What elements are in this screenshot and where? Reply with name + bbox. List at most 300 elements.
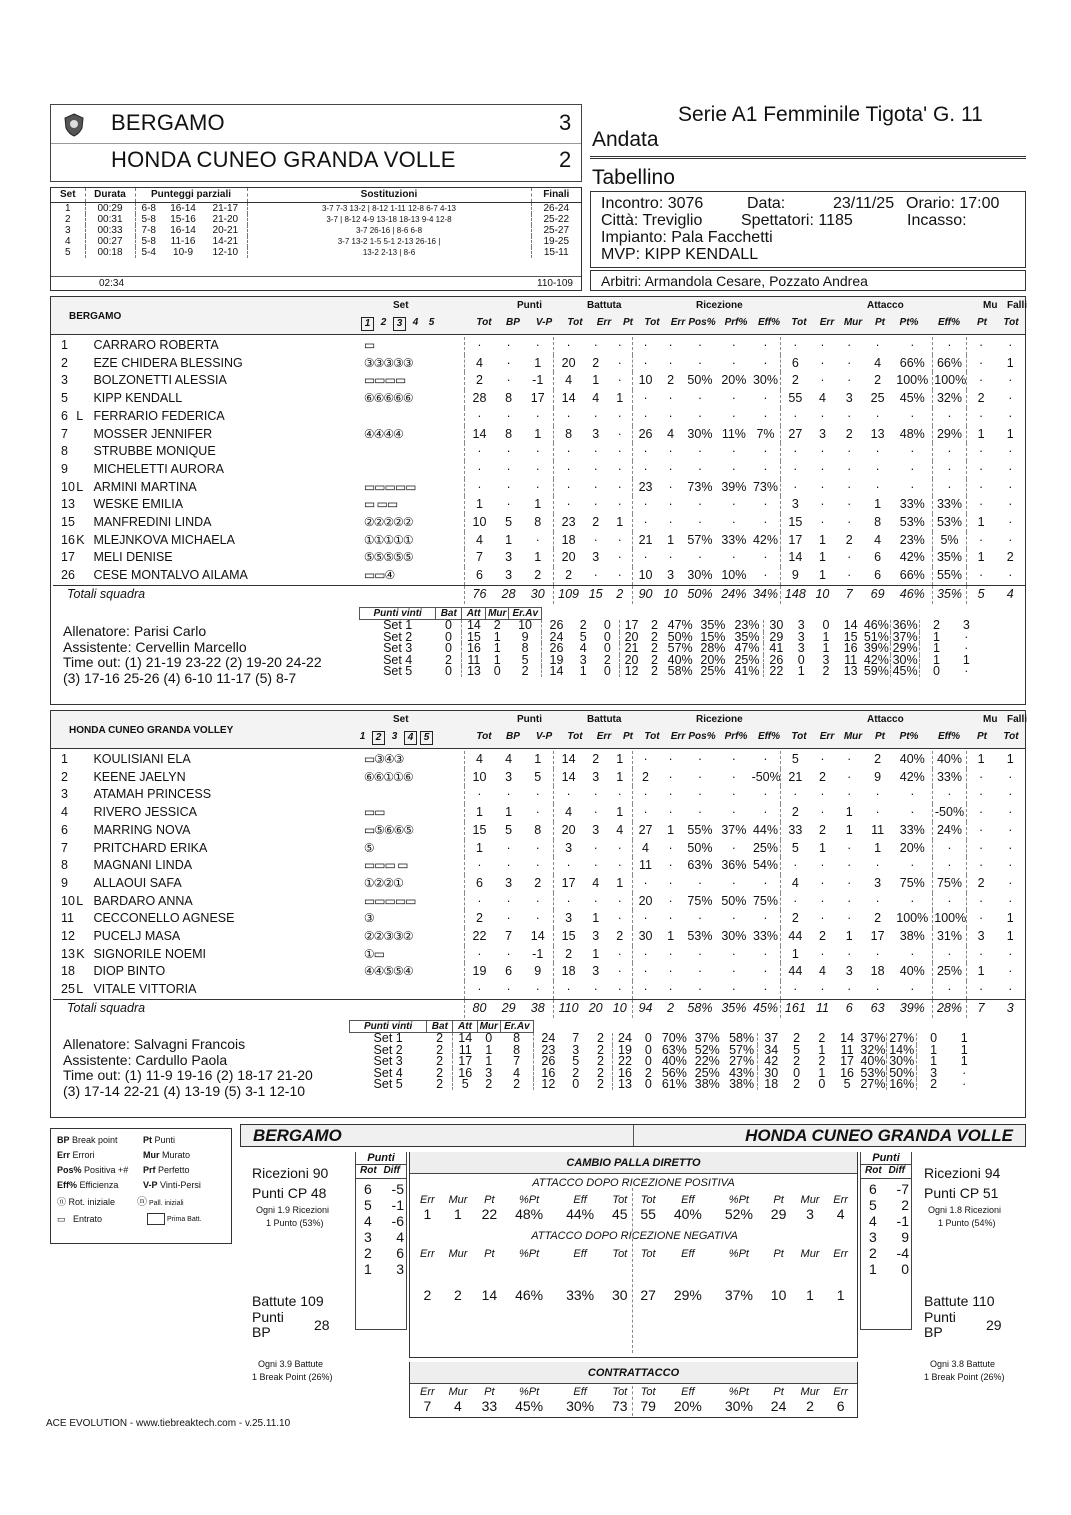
set-stat-value: 0	[644, 1077, 652, 1092]
stat-bp: 3	[505, 568, 513, 583]
home-hdr-sub-13: Mur	[843, 317, 863, 328]
set-stat-value: 0	[822, 618, 830, 633]
rotation-diff: 6	[396, 1245, 404, 1261]
home-rot-title: Punti	[356, 1152, 406, 1165]
stat-pos-pct: ·	[697, 787, 703, 802]
away-bp-bat: 1 Break Point (26%)	[924, 1372, 1005, 1382]
player-number: 16	[61, 532, 75, 547]
stat-eff-pct: ·	[933, 408, 966, 426]
away-hdr-sub-17: Pt	[977, 731, 987, 742]
stat-tot: 23	[553, 514, 583, 532]
stat-prf-pct: ·	[731, 982, 736, 997]
set-stat-value: 2	[596, 1077, 604, 1092]
away-ogni-bat: Ogni 3.8 Battute	[930, 1359, 996, 1369]
set-stat-value: 25%	[694, 1065, 720, 1080]
stat-tot: 17	[553, 875, 583, 893]
home-staff	[63, 624, 322, 686]
home-hdr-setnum-2: 2	[380, 317, 387, 328]
player-number: 2	[61, 355, 68, 370]
stat-err: 1	[667, 532, 675, 547]
rotation-number: 3	[869, 1229, 877, 1245]
stat-prf-pct: 36%	[721, 858, 747, 873]
stat-err: ·	[668, 805, 673, 820]
stat-err: ·	[820, 752, 825, 766]
stat-bp: ·	[506, 444, 511, 459]
stat-err: 4	[592, 391, 600, 406]
set-stat-value: 58%	[667, 664, 693, 679]
partial-1: 5-4	[141, 246, 156, 258]
player-name: KEENE JAELYN	[93, 769, 186, 784]
stat-pos-pct: ·	[697, 391, 703, 406]
set-stat-value: 2	[793, 1077, 801, 1092]
set-stat-value: 32%	[860, 1042, 886, 1057]
stat-v-p: ·	[535, 787, 540, 802]
set-stat-value: 17	[619, 620, 643, 632]
set-stat-value: 3	[797, 618, 805, 633]
set-stat-value: 5	[793, 1042, 801, 1057]
stat-tot: 6	[781, 355, 809, 373]
set-stat-value: 2	[793, 1031, 801, 1046]
legend-row-2	[57, 1148, 95, 1163]
stat-pt: 8	[874, 515, 882, 530]
player-row	[53, 963, 1025, 981]
cp-positive-value-4: 44%	[566, 1206, 595, 1222]
stat-pt: 1	[874, 497, 882, 512]
stat-bp: ·	[506, 982, 511, 997]
set-stat-value: 1	[818, 1042, 826, 1057]
set-stat-value: 5	[453, 1079, 477, 1090]
stat-tot: ·	[464, 981, 494, 999]
player-role	[75, 496, 89, 514]
stat-prf-pct: ·	[731, 752, 736, 766]
stat-tot: ·	[632, 981, 658, 999]
stat-bp: ·	[506, 461, 511, 476]
stat-pt: ·	[966, 946, 995, 964]
partial-2: 15-16	[170, 213, 196, 225]
stat-mur: 3	[845, 964, 853, 979]
rot-circle-icon: ⓝ	[57, 1197, 67, 1207]
stat-mur: 2	[845, 426, 853, 441]
set-stat-value: 1	[485, 1054, 493, 1069]
stat-eff-pct: 33%	[752, 929, 779, 944]
ct-box	[409, 1362, 858, 1418]
totals-row	[53, 585, 1025, 603]
cp-positive-value-10: 3	[806, 1206, 814, 1222]
legend-row-4b	[143, 1178, 201, 1193]
cp-positive-col-8: %Pt	[728, 1194, 749, 1206]
player-row	[53, 337, 1025, 355]
away-hdr-sub-9: Prf%	[724, 731, 748, 742]
player-name: VITALE VITTORIA	[93, 982, 197, 997]
stat-prf-pct: ·	[731, 946, 736, 961]
stat-tot: ·	[464, 337, 494, 355]
stat-mur: 3	[845, 391, 853, 406]
stat-eff-pct: ·	[763, 391, 768, 406]
set-stat-value: 61%	[661, 1077, 687, 1092]
set-hdr-0: Punti vinti	[350, 1021, 427, 1033]
stat-eff-pct: -50%	[933, 804, 966, 822]
stat-err: 3	[592, 964, 600, 979]
home-hdr-sub-7: Err	[670, 317, 686, 328]
stat-v-p: 1	[534, 355, 542, 370]
cp-negative-col-2: Pt	[484, 1248, 495, 1260]
set-stat-value: 1	[917, 1045, 951, 1056]
stat-pos-pct: 75%	[687, 893, 713, 908]
player-set-rotations: ④④⑤⑤④	[363, 963, 464, 981]
stat-pt: 1	[616, 875, 624, 890]
legend-eff-text: Efficienza	[79, 1180, 119, 1190]
stat-tot: 1	[464, 804, 494, 822]
legend-row-5b	[137, 1195, 184, 1211]
cp-positive-col-2: Pt	[484, 1194, 495, 1206]
stat-eff-pct: ·	[763, 338, 768, 352]
stat-err: ·	[593, 461, 598, 476]
legend-mur: Mur	[143, 1150, 160, 1160]
stat-tot: ·	[1008, 964, 1013, 979]
stat-pt: ·	[875, 858, 880, 873]
home-hdr-sub-11: Tot	[791, 317, 807, 328]
counterattack-value-10: 2	[806, 1398, 814, 1414]
col-sostituzioni: Sostituzioni	[247, 188, 531, 202]
rotation-number: 2	[364, 1245, 372, 1261]
player-role	[75, 443, 89, 461]
home-hdr-setnum-4: 4	[412, 317, 419, 328]
cp-negative-value-3: 46%	[515, 1287, 544, 1303]
player-role	[75, 390, 89, 408]
player-name: PRITCHARD ERIKA	[93, 840, 208, 855]
player-name: MAGNANI LINDA	[93, 858, 193, 873]
away-hdr-sub-16: Eff%	[937, 731, 961, 742]
stat-pt-pct: 42%	[899, 769, 925, 784]
stat-eff-pct: ·	[933, 443, 966, 461]
match-number: Incontro: 3076	[601, 195, 704, 212]
set-stat-value: 1	[797, 664, 805, 679]
cp-positive-col-11: Err	[833, 1194, 848, 1206]
set-stat-value: 0	[793, 1065, 801, 1080]
away-hdr-setnum-5: 5	[420, 731, 433, 745]
rotation-row	[861, 1197, 911, 1213]
stat-pt-pct: 38%	[899, 929, 925, 944]
stat-tot: 1	[781, 946, 809, 964]
away-hdr-sub-4: Err	[596, 731, 612, 742]
player-name: BARDARO ANNA	[93, 893, 193, 908]
stat-err: ·	[820, 497, 825, 512]
set-stat-value: 2	[436, 1054, 444, 1069]
stat-err: ·	[668, 752, 673, 766]
stat-pos-pct: 55%	[687, 822, 713, 837]
set-stat-value: 27%	[729, 1054, 755, 1069]
rotation-row	[861, 1181, 911, 1197]
stat-pt-pct: 40%	[899, 752, 925, 766]
player-row	[53, 549, 1025, 567]
stat-err: ·	[820, 461, 825, 476]
cp-negative-value-4: 33%	[566, 1287, 595, 1303]
set-stat-value: 0	[603, 664, 611, 679]
stat-pt-pct: ·	[910, 444, 915, 459]
stat-eff-pct: ·	[763, 752, 768, 766]
set-stat-value: 30	[763, 620, 789, 632]
player-row	[53, 355, 1025, 373]
stat-err: 3	[592, 822, 600, 837]
stat-eff-pct: ·	[933, 946, 966, 964]
stat-mur: 1	[845, 822, 853, 837]
set-stat-value: 3	[797, 641, 805, 656]
set-number: 1	[51, 202, 85, 214]
stat-pos-pct: ·	[697, 769, 703, 784]
set-stat-value: 2	[579, 618, 587, 633]
set-stat-value: 3	[572, 1042, 580, 1057]
player-set-rotations: ③③③③③	[363, 355, 464, 373]
stat-tot: 26	[632, 426, 658, 444]
set-stat-value: 2	[651, 652, 658, 667]
stat-prf-pct: ·	[731, 911, 736, 926]
stat-pt: 1	[966, 549, 995, 567]
cp-negative-value-6: 27	[640, 1287, 656, 1303]
stat-err: 3	[592, 550, 600, 565]
set-stat-value: 17	[453, 1056, 477, 1067]
player-number: 9	[61, 875, 68, 890]
stat-v-p: 1	[534, 550, 542, 565]
stat-pt: 9	[874, 769, 882, 784]
rotation-row	[861, 1245, 911, 1261]
col-set: Set	[51, 188, 85, 202]
counterattack-value-5: 73	[612, 1398, 628, 1414]
set-stat-value: 0	[644, 1054, 652, 1069]
stat-err: ·	[593, 893, 598, 908]
cp-negative-value-1: 2	[454, 1287, 462, 1303]
stat-bp: 1	[505, 532, 513, 547]
set-stat-value: 2	[651, 641, 658, 656]
legend-err: Err	[57, 1150, 71, 1160]
stat-tot: 2	[464, 372, 494, 390]
stat-v-p: 2	[534, 568, 542, 583]
stat-eff-pct: ·	[763, 497, 768, 512]
rotation-number: 5	[364, 1197, 372, 1213]
player-row	[53, 496, 1025, 514]
away-hdr-set: Set	[393, 714, 409, 725]
player-number: 7	[61, 426, 68, 441]
cp-positive-value-9: 29	[770, 1206, 787, 1222]
player-number: 18	[61, 964, 75, 979]
stat-pt-pct: 100%	[896, 373, 929, 388]
set-stat-value: 24	[613, 1033, 637, 1045]
partial-1: 5-8	[141, 213, 156, 225]
home-ogni-bat: Ogni 3.9 Battute	[258, 1359, 324, 1369]
substitutions: 3-7 7-3 13-2 | 8-12 1-11 12-8 6-7 4-13	[247, 202, 531, 214]
stat-prf-pct: 20%	[721, 373, 747, 388]
stat-err: ·	[593, 858, 598, 873]
cp-negative-table	[414, 1248, 854, 1330]
home-hdr-sub-16: Eff%	[937, 317, 961, 328]
player-row	[53, 981, 1025, 999]
partial-2: 11-16	[170, 235, 196, 247]
stat-bp: 5	[505, 822, 513, 837]
stat-pt: 25	[870, 391, 885, 406]
player-row	[53, 426, 1025, 444]
stat-err: ·	[668, 840, 673, 855]
set-stat-value: 58%	[729, 1031, 755, 1046]
first-serve-box-icon	[147, 1213, 165, 1225]
set-stat-value: 16%	[887, 1079, 917, 1090]
stat-pos-pct: ·	[697, 805, 703, 820]
player-number: 3	[61, 787, 68, 802]
set-stat-value: 63%	[661, 1042, 687, 1057]
stat-tot: ·	[1008, 946, 1013, 961]
stat-mur: ·	[847, 858, 852, 873]
home-hdr-sub-3: Tot	[567, 317, 583, 328]
legend-row-6b	[147, 1212, 202, 1227]
away-timeouts-2: (3) 17-14 22-21 (4) 13-19 (5) 3-1 12-10	[63, 1082, 306, 1099]
set-stat-value: 45%	[890, 666, 920, 677]
stat-pos-pct: 57%	[687, 532, 713, 547]
stat-err: ·	[820, 911, 825, 926]
set-stat-value: 0	[603, 641, 611, 656]
stat-v-p: 1	[534, 497, 542, 512]
set-stat-value: 8	[521, 641, 529, 656]
stat-err: 3	[592, 426, 600, 441]
player-name: ARMINI MARTINA	[93, 479, 197, 494]
stat-pos-pct: 53%	[687, 929, 713, 944]
stat-bp: ·	[506, 338, 511, 352]
away-rotation-box	[860, 1152, 912, 1330]
stat-pos-pct: 73%	[687, 479, 713, 494]
stat-v-p: 8	[534, 822, 542, 837]
player-name: CARRARO ROBERTA	[93, 338, 219, 352]
stat-eff-pct: 75%	[933, 875, 966, 893]
stat-err: 1	[818, 568, 826, 583]
set-stat-value: 2	[793, 1054, 801, 1069]
set-stat-value: 2	[436, 1065, 444, 1080]
away-hdr-sub-12: Err	[819, 731, 835, 742]
player-number: 15	[61, 515, 75, 530]
set-stat-value: 14	[462, 620, 486, 632]
set-stat-value: 16	[843, 641, 858, 656]
pall-circle-icon: ⓝ	[137, 1197, 147, 1208]
stat-v-p: ·	[535, 338, 540, 352]
home-hdr-sub-14: Pt	[875, 317, 885, 328]
stat-bp: ·	[506, 911, 511, 926]
set-stat-value: 1	[818, 1065, 826, 1080]
stat-tot: 14	[553, 751, 583, 769]
stat-pt: 6	[874, 568, 882, 583]
legend-row-1	[57, 1133, 118, 1148]
away-hdr-setnum-2: 2	[372, 731, 385, 745]
cp-positive-value-2: 22	[481, 1206, 498, 1222]
stat-pt: ·	[966, 372, 995, 390]
stat-tot: 4	[632, 840, 658, 858]
set-stat-value: 1	[920, 655, 953, 666]
set-stat-value: 19	[542, 655, 571, 666]
stat-err: ·	[593, 408, 598, 423]
player-row	[53, 751, 1025, 769]
stat-eff-pct: 40%	[933, 751, 966, 769]
stat-tot: 20	[553, 549, 583, 567]
away-hdr-sub-6: Tot	[644, 731, 660, 742]
player-set-rotations: ▭▭④	[363, 567, 464, 585]
set-stat-value: 35%	[734, 629, 760, 644]
counterattack-col-2: Pt	[484, 1386, 495, 1398]
cp-positive-col-7: Eff	[681, 1194, 695, 1206]
stat-prf-pct: ·	[731, 875, 736, 890]
stat-tot: 21	[781, 769, 809, 787]
stat-prf-pct: ·	[731, 338, 736, 352]
stat-pt-pct: ·	[910, 946, 915, 961]
player-name: MLEJNKOVA MICHAELA	[93, 532, 235, 547]
stat-eff-pct: ·	[763, 875, 768, 890]
player-name: CESE MONTALVO AILAMA	[93, 568, 248, 583]
counterattack-col-4: Eff	[573, 1386, 587, 1398]
set-stat-value: 29	[763, 632, 789, 643]
set-stat-value: 20%	[700, 652, 726, 667]
stat-v-p: -1	[532, 373, 544, 388]
stat-pt: ·	[875, 444, 880, 459]
player-number: 25	[61, 982, 75, 997]
legend-pos-text: Positiva +#	[84, 1165, 129, 1175]
set-stat-value: 16	[533, 1068, 563, 1079]
home-punto-ric: 1 Punto (53%)	[266, 1218, 324, 1228]
player-number: 26	[61, 568, 75, 583]
cp-negative-value-5: 30	[612, 1287, 628, 1303]
player-name: PUCELJ MASA	[93, 929, 181, 944]
partial-1: 6-8	[141, 202, 156, 214]
set-stat-value: 2	[493, 618, 501, 633]
player-set-rotations: ①②②①	[363, 875, 464, 893]
home-punti-bp-label: Punti BP	[252, 1309, 284, 1340]
home-hdr-mu: Mu	[983, 300, 998, 311]
stat-err: ·	[593, 982, 598, 997]
sets-summary-row	[51, 202, 581, 214]
stat-pt-pct: ·	[910, 338, 915, 352]
cp-negative-value-11: 1	[836, 1287, 845, 1303]
stat-tot: 1	[1006, 355, 1014, 370]
stat-bp: ·	[506, 373, 511, 388]
rotation-row	[861, 1261, 911, 1277]
cp-negative-col-1: Mur	[448, 1248, 468, 1260]
stat-pt: ·	[875, 946, 880, 961]
set-stat-value: 2	[436, 1077, 444, 1092]
stat-pt: ·	[966, 981, 995, 999]
stat-bp: ·	[506, 840, 511, 855]
rotation-number: 4	[364, 1213, 372, 1229]
legend-prima-text: Prima Batt.	[166, 1216, 202, 1223]
player-role: L	[76, 408, 84, 423]
stat-eff-pct: 30%	[752, 373, 779, 388]
stat-eff-pct: 33%	[933, 769, 966, 787]
player-role	[75, 769, 89, 787]
set-stat-value: 43%	[729, 1065, 755, 1080]
stat-eff-pct: 32%	[933, 390, 966, 408]
away-hdr-sub-10: Eff%	[757, 731, 781, 742]
stat-tot: ·	[632, 355, 658, 373]
stat-err: ·	[668, 515, 673, 530]
legend-row-2b	[143, 1148, 190, 1163]
sets-total-row	[51, 276, 581, 290]
stat-eff-pct: ·	[763, 946, 768, 961]
player-number: 9	[61, 461, 68, 476]
set-stat-value: 5	[521, 652, 529, 667]
set-label: Set 3	[373, 1054, 403, 1069]
stat-tot: ·	[553, 461, 583, 479]
totals-label: Totali squadra	[53, 585, 464, 603]
stat-pt: ·	[966, 479, 995, 497]
player-name: ALLAOUI SAFA	[93, 875, 182, 890]
set-stat-value: 3	[485, 1065, 493, 1080]
stat-tot: ·	[1008, 840, 1013, 855]
stat-err: ·	[820, 408, 825, 423]
stat-tot: 21	[632, 532, 658, 550]
stat-eff-pct: ·	[933, 857, 966, 875]
player-name: RIVERO JESSICA	[93, 805, 197, 820]
